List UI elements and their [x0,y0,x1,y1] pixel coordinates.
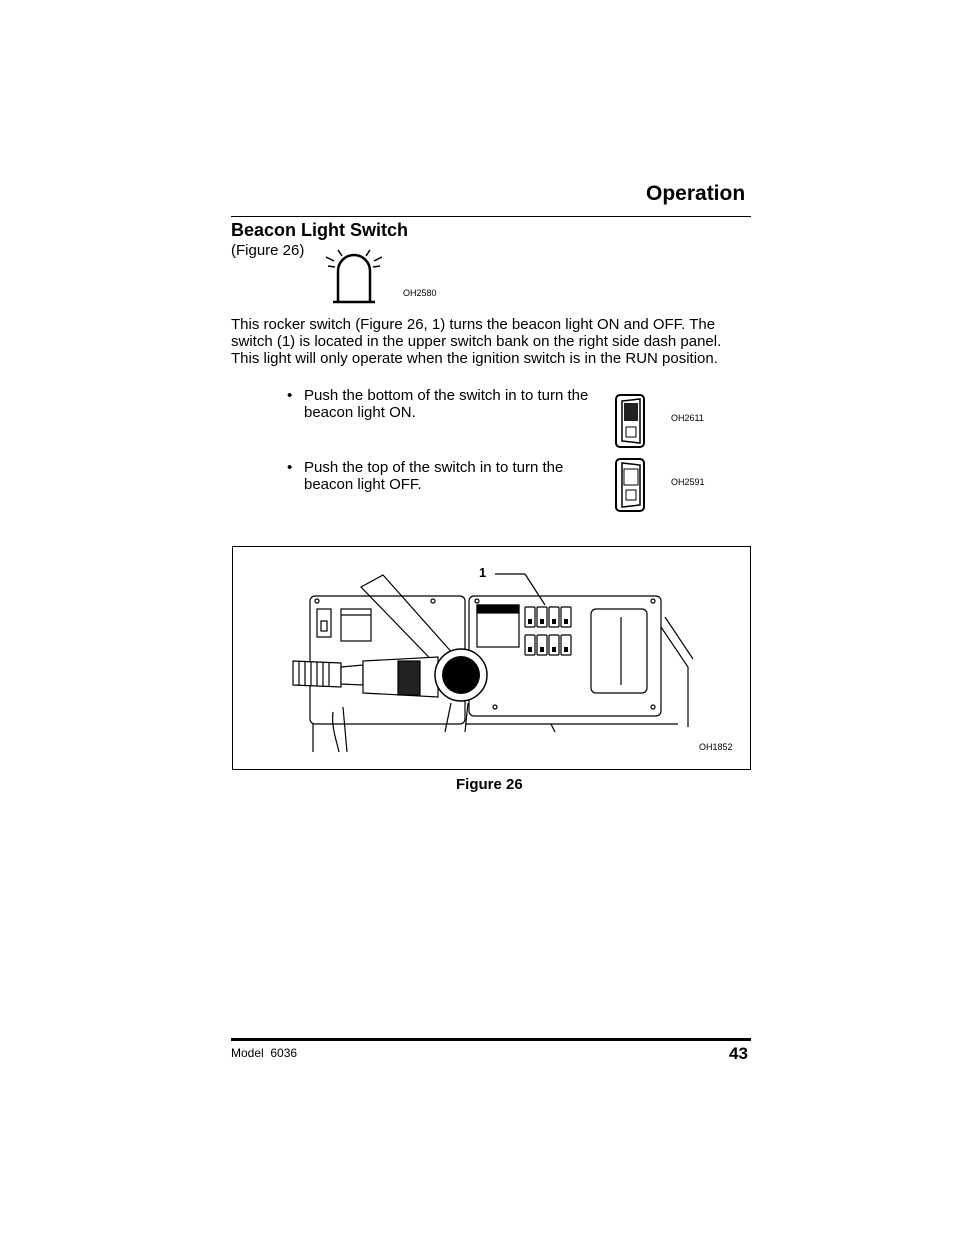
figure-reference: (Figure 26) [231,242,305,259]
figure-code: OH1852 [699,742,733,752]
page-number: 43 [729,1044,748,1063]
beacon-light-icon [324,247,384,305]
switch-on-icon-code: OH2611 [671,413,704,423]
switch-off-icon-code: OH2591 [671,477,705,487]
body-paragraph: This rocker switch (Figure 26, 1) turns the beacon light ON and OFF. The switch (1) is located in the upper switch bank on the right side dash panel. This light will only operate when the ignition switch is in the RUN position. [231,316,722,367]
beacon-icon-code: OH2580 [403,288,437,298]
figure-callout-1: 1 [479,565,487,580]
rocker-switch-off-icon [614,457,648,513]
dash-panel-illustration [233,547,750,769]
footer-rule [231,1038,751,1041]
figure-26-frame [232,546,751,770]
model-label: Model 6036 [231,1046,298,1060]
bullet-item-off [287,459,604,493]
bullet-text: Push the bottom of the switch in to turn the beacon light ON. [304,387,589,421]
bullet-text: Push the top of the switch in to turn the beacon light OFF. [304,459,564,493]
bullet-dot: • [287,459,293,476]
section-title: Operation [646,182,746,205]
page-heading: Beacon Light Switch [231,220,409,240]
bullet-dot: • [287,387,293,404]
header-rule [231,216,751,217]
bullet-item-on [287,387,604,421]
figure-caption: Figure 26 [456,776,523,793]
rocker-switch-on-icon [614,393,648,449]
